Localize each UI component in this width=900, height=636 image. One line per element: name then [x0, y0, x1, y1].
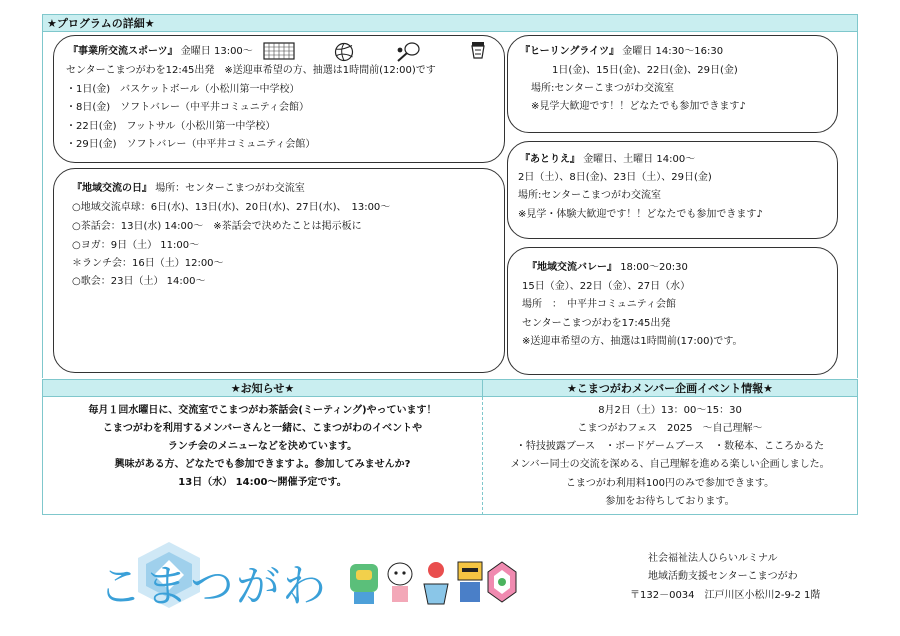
notice-line: 興味がある方、どなたでも参加できますよ。参加してみませんか? [114, 459, 411, 470]
volley-title: 『地域交流バレー』 [527, 262, 617, 273]
notice-line: 13日（水） 14:00～開催予定です。 [178, 477, 347, 488]
footer-center: 地域活動支援センターこまつがわ [648, 571, 798, 582]
atelier-line: 場所:センターこまつがわ交流室 [518, 190, 661, 201]
program-details-header: ★プログラムの詳細★ [42, 14, 858, 32]
sports-title: 『事業所交流スポーツ』 [68, 46, 178, 57]
sports-line: ・1日(金) バスケットボール（小松川第一中学校） [66, 84, 300, 95]
community-heading [72, 182, 305, 195]
sports-heading [68, 45, 253, 58]
atelier-line: ※見学・体験大歓迎です！！どなたでも参加できます♪ [518, 209, 763, 220]
community-box [53, 168, 505, 373]
sports-schedule: 金曜日 13:00～ [180, 46, 253, 57]
community-title: 『地域交流の日』 [72, 183, 152, 194]
atelier-line: 2日（土）、8日(金)、23日（土）、29日(金) [518, 172, 712, 183]
healing-line: ※見学大歓迎です！！どなたでも参加できます♪ [531, 101, 746, 112]
tennis-racket-icon [395, 41, 421, 63]
logo-text: こまつがわ [98, 561, 328, 612]
volley-schedule: 18:00～20:30 [620, 262, 688, 273]
atelier-title: 『あとりえ』 [520, 154, 580, 165]
community-line: ○茶話会：13日(水) 14:00～ ※茶話会で決めたことは掲示板に [72, 221, 362, 232]
atelier-heading [520, 153, 695, 166]
notice-header: ★お知らせ★ [42, 379, 483, 397]
soccer-goal-icon [263, 42, 295, 60]
notice-line: こまつがわを利用するメンバーさんと一緒に、こまつがわのイベントや [102, 423, 423, 434]
community-line: ○歌会：23日（土） 14:00～ [72, 276, 206, 287]
shuttlecock-icon [470, 40, 486, 62]
volley-heading [527, 261, 688, 274]
event-line: ・特技披露ブース ・ボードゲームブース ・数秘本、こころかるた [515, 441, 825, 452]
event-line: 参加をお待ちしております。 [605, 496, 735, 507]
healing-title: 『ヒーリングライツ』 [520, 46, 620, 57]
community-place: 場所：センターこまつがわ交流室 [155, 183, 305, 194]
community-line: ＊ランチ会：16日（土）12:00～ [72, 258, 224, 269]
footer-address: 〒132－0034 江戸川区小松川2-9-2 1階 [630, 590, 821, 601]
event-line: こまつがわ利用料100円のみで参加できます。 [565, 478, 775, 489]
event-line: こまつがわフェス 2025 ～自己理解～ [577, 423, 763, 434]
sports-line: ・8日(金) ソフトバレー（中平井コミュニティ会館） [66, 102, 309, 113]
volley-line: センターこまつがわを17:45出発 [522, 318, 671, 329]
event-line: 8月2日（土）13：00～15：30 [598, 405, 742, 416]
sports-line: ・29日(金) ソフトバレー（中平井コミュニティ会館） [66, 139, 316, 150]
volleyball-icon [333, 42, 355, 62]
healing-line: 場所:センターこまつがわ交流室 [531, 83, 674, 94]
notice-line: ランチ会のメニューなどを決めています。 [167, 441, 358, 452]
event-header: ★こまつがわメンバー企画イベント情報★ [482, 379, 858, 397]
volley-line: ※送迎車希望の方、抽選は1時間前(17:00)です。 [522, 336, 743, 347]
community-line: ○ヨガ：9日（土） 11:00～ [72, 240, 200, 251]
sports-line: センターこまつがわを12:45出発 ※送迎車希望の方、抽選は1時間前(12:00)です [66, 65, 436, 76]
mascot-characters-icon [346, 556, 522, 608]
atelier-schedule: 金曜日、土曜日 14:00～ [583, 154, 696, 165]
notice-line: 毎月１回水曜日に、交流室でこまつがわ茶話会(ミーティング)やっています！ [88, 405, 437, 416]
healing-schedule: 金曜日 14:30～16:30 [622, 46, 724, 57]
volley-line: 15日（金）、22日（金）、27日（水） [522, 281, 691, 292]
volley-line: 場所 ： 中平井コミュニティ会館 [522, 299, 676, 310]
footer-org: 社会福祉法人ひらいルミナル [648, 553, 778, 564]
healing-heading [520, 45, 723, 58]
healing-line: 1日(金)、15日(金)、22日(金)、29日(金) [552, 65, 738, 76]
sports-line: ・22日(金) フットサル（小松川第一中学校） [66, 121, 276, 132]
event-line: メンバー同士の交流を深める、自己理解を進める楽しい企画しました。 [510, 459, 830, 470]
community-line: ○地域交流卓球：6日(水)、13日(水)、20日(水)、27日(水)、 13:00～ [72, 202, 391, 213]
